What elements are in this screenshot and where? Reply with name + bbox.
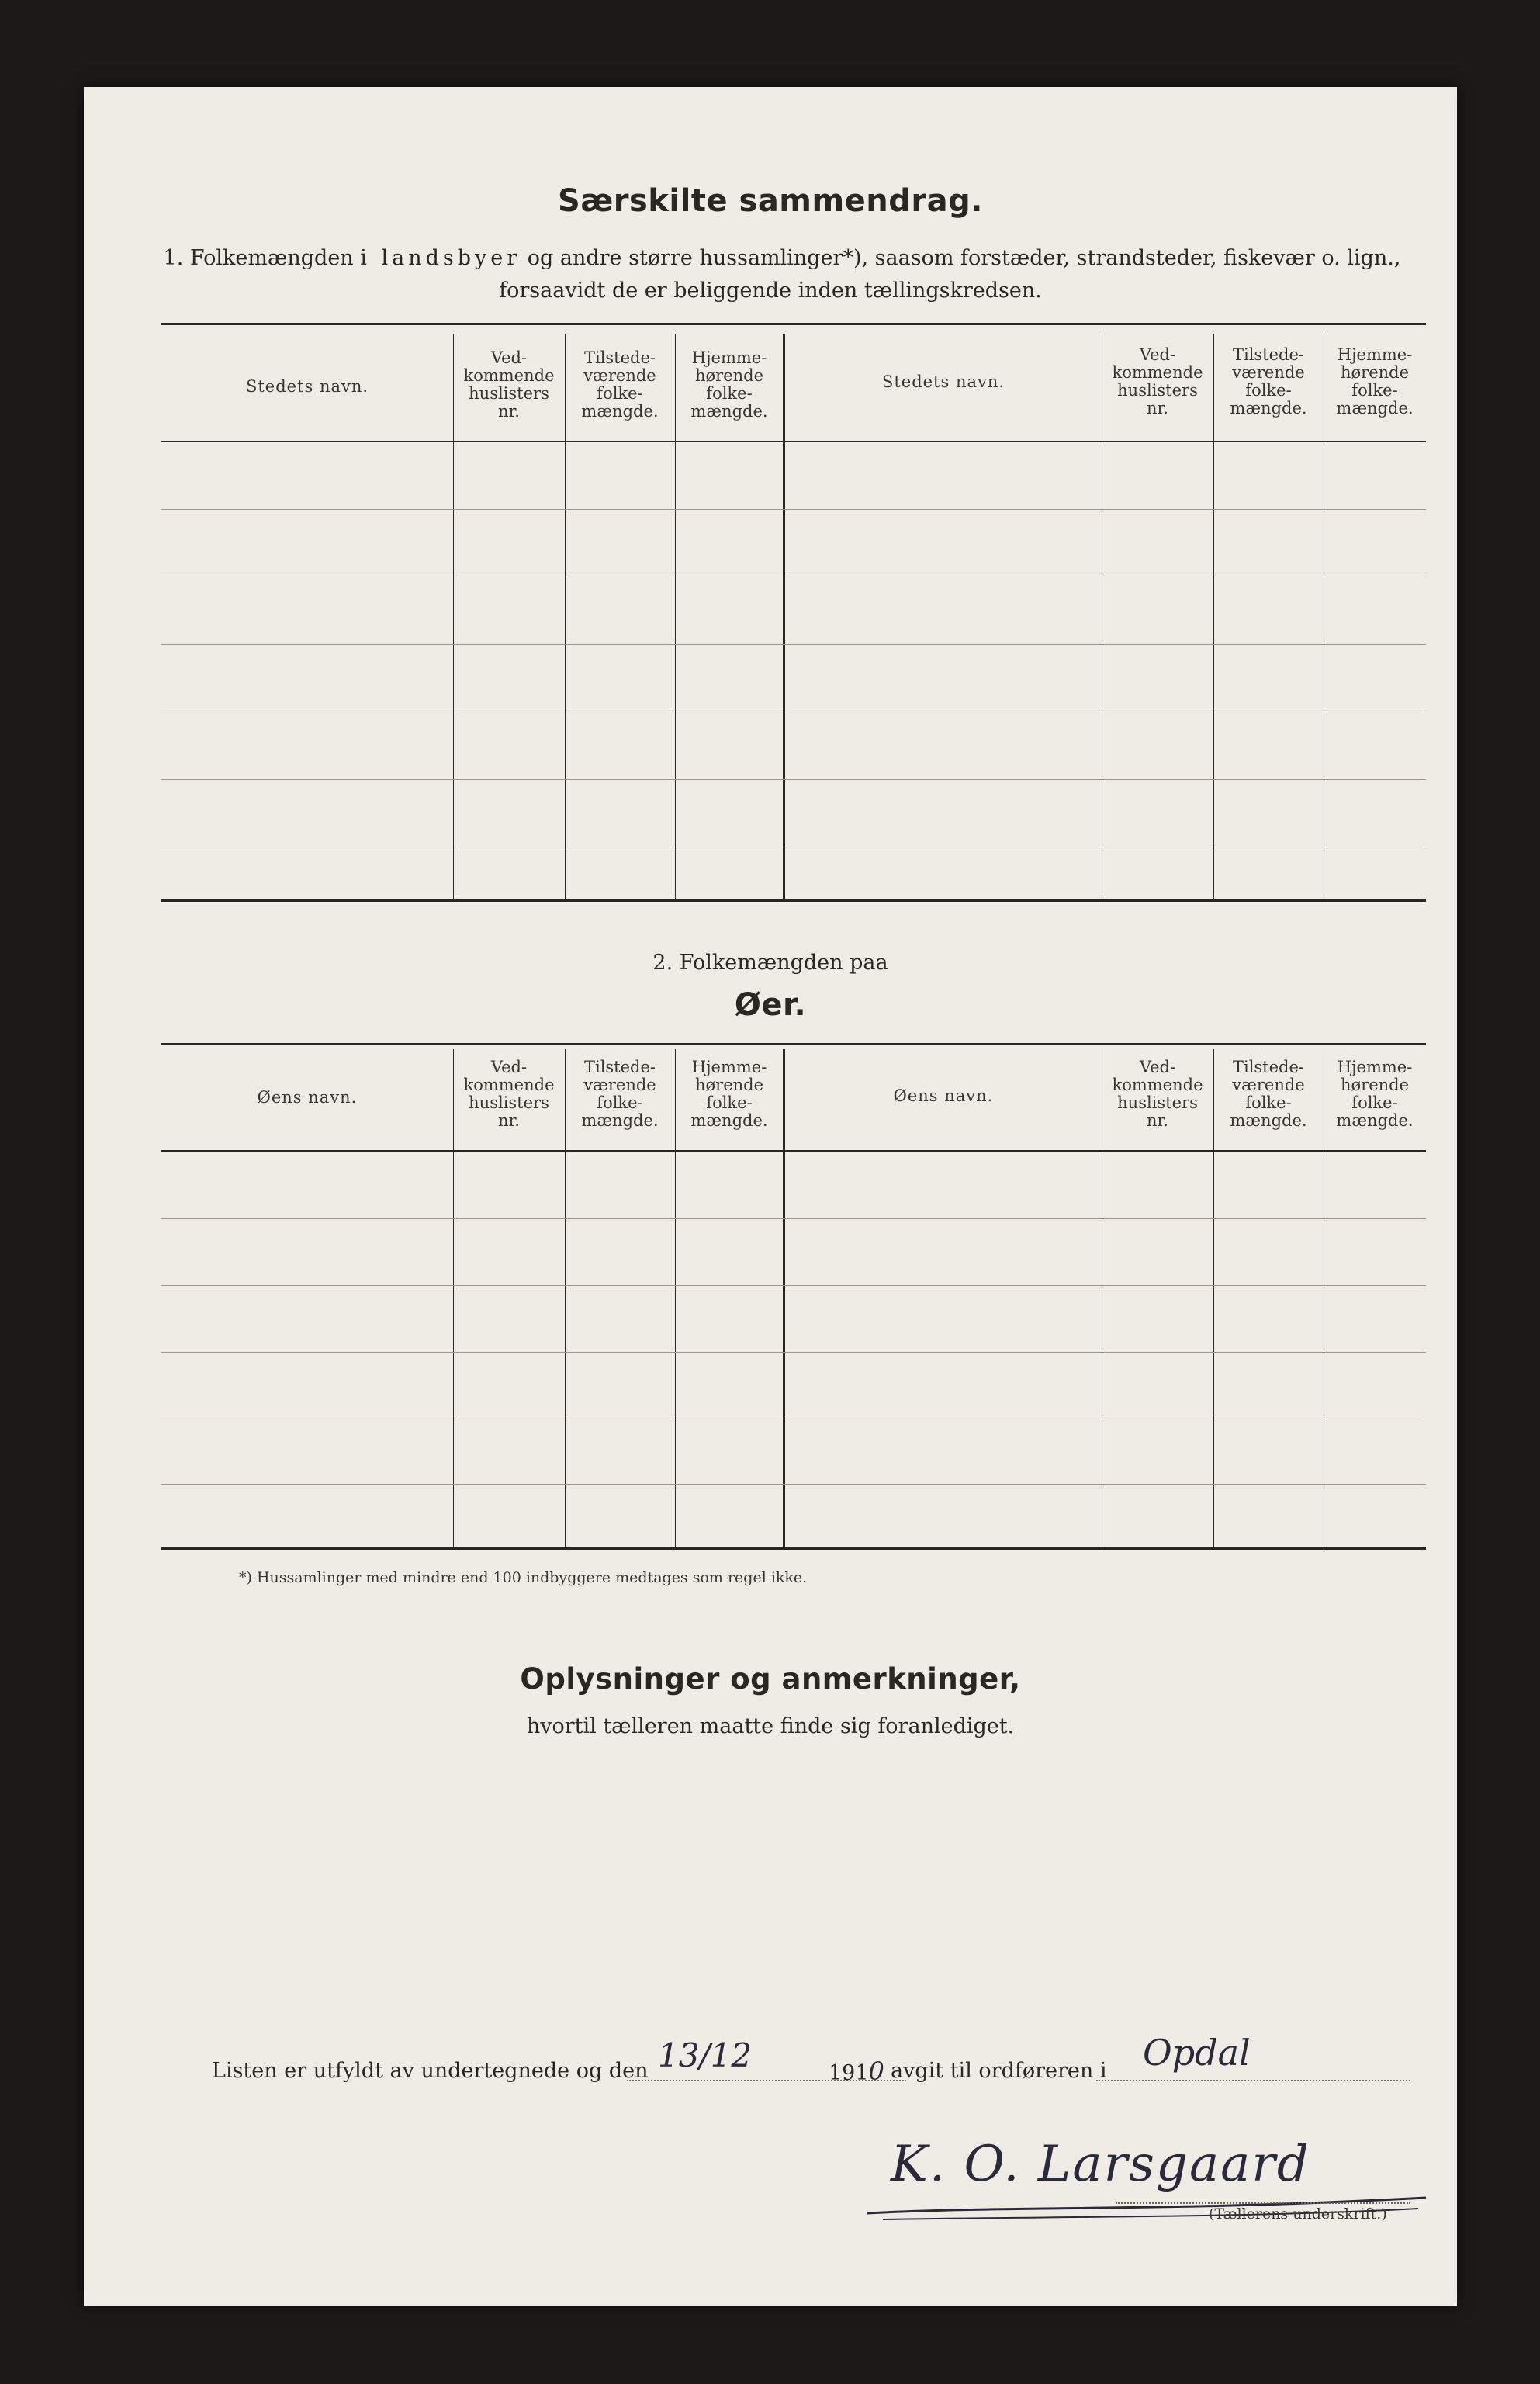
table2-row-line bbox=[161, 1484, 1426, 1485]
table2-header-island-left: Øens navn. bbox=[257, 1088, 358, 1107]
table1-header-place-right: Stedets navn. bbox=[881, 372, 1005, 391]
section2-title: Øer. bbox=[734, 987, 807, 1023]
intro-spaced: i landsbyer bbox=[360, 246, 521, 270]
table1-bottom-rule bbox=[161, 899, 1426, 902]
table2-header-list-nr-right: Ved- kommende huslisters nr. bbox=[1112, 1058, 1203, 1130]
handwritten-place: Opdal bbox=[1143, 2032, 1251, 2074]
intro-prefix: 1. Folkemængden bbox=[163, 246, 361, 270]
year-printed: 1910 bbox=[829, 2057, 884, 2086]
handwritten-signature: K. O. Larsgaard bbox=[891, 2136, 1310, 2193]
table2-header-rule bbox=[161, 1150, 1426, 1152]
census-form-page bbox=[84, 87, 1457, 2306]
signature-middle: avgit til ordføreren i bbox=[891, 2059, 1107, 2083]
signature-dotted-line bbox=[1116, 2202, 1410, 2204]
year-handwritten: 0 bbox=[868, 2057, 884, 2086]
table2-header-present-left: Tilstede- værende folke- mængde. bbox=[581, 1058, 659, 1130]
table1-header-rule bbox=[161, 441, 1426, 442]
table2-top-rule bbox=[161, 1043, 1426, 1045]
section1-intro-line1 bbox=[146, 242, 1418, 275]
table2-header-list-nr-left: Ved- kommende huslisters nr. bbox=[463, 1058, 555, 1130]
table2-header-present-right: Tilstede- værende folke- mængde. bbox=[1230, 1058, 1307, 1130]
table2-row-line bbox=[161, 1285, 1426, 1286]
table1-top-rule bbox=[161, 323, 1426, 325]
table2-row-line bbox=[161, 1352, 1426, 1353]
table1-header-place-left: Stedets navn. bbox=[245, 377, 369, 396]
table1-header-resident-left: Hjemme- hørende folke- mængde. bbox=[690, 348, 768, 421]
table1-header-present-right: Tilstede- værende folke- mængde. bbox=[1230, 345, 1307, 418]
table1-row-line bbox=[161, 644, 1426, 645]
table1-header-present-left: Tilstede- værende folke- mængde. bbox=[581, 348, 659, 421]
table1-header-list-nr-left: Ved- kommende huslisters nr. bbox=[463, 348, 555, 421]
table1-header-list-nr-right: Ved- kommende huslisters nr. bbox=[1112, 345, 1203, 418]
place-dotted-line bbox=[1096, 2080, 1410, 2081]
table2-header-resident-right: Hjemme- hørende folke- mængde. bbox=[1336, 1058, 1414, 1130]
remarks-title: Oplysninger og anmerkninger, bbox=[520, 1662, 1021, 1696]
section1-intro-line2: forsaavidt de er beliggende inden tællingskredsen. bbox=[499, 279, 1042, 303]
table2-row-line bbox=[161, 1218, 1426, 1219]
table2-bottom-rule bbox=[161, 1547, 1426, 1550]
handwritten-date: 13/12 bbox=[658, 2036, 753, 2074]
table2-header-island-right: Øens navn. bbox=[893, 1086, 994, 1105]
signature-caption: (Tællerens underskrift.) bbox=[1209, 2206, 1387, 2223]
footnote: *) Hussamlinger med mindre end 100 indbyggere medtages som regel ikke. bbox=[239, 1569, 808, 1586]
section2-subtitle: 2. Folkemængden paa bbox=[652, 951, 888, 975]
signature-prefix: Listen er utfyldt av undertegnede og den bbox=[212, 2059, 649, 2083]
remarks-subtitle: hvortil tælleren maatte finde sig foranlediget. bbox=[526, 1714, 1015, 1738]
table1-header-resident-right: Hjemme- hørende folke- mængde. bbox=[1336, 345, 1414, 418]
section1-title: Særskilte sammendrag. bbox=[558, 183, 983, 219]
table2-header-resident-left: Hjemme- hørende folke- mængde. bbox=[690, 1058, 768, 1130]
table1-row-line bbox=[161, 509, 1426, 510]
table1-row-line bbox=[161, 779, 1426, 780]
intro-suffix: og andre større hussamlinger*), saasom forstæder, strandsteder, fiskevær o. lign., bbox=[521, 246, 1401, 270]
table1-col-divider bbox=[1213, 334, 1214, 899]
